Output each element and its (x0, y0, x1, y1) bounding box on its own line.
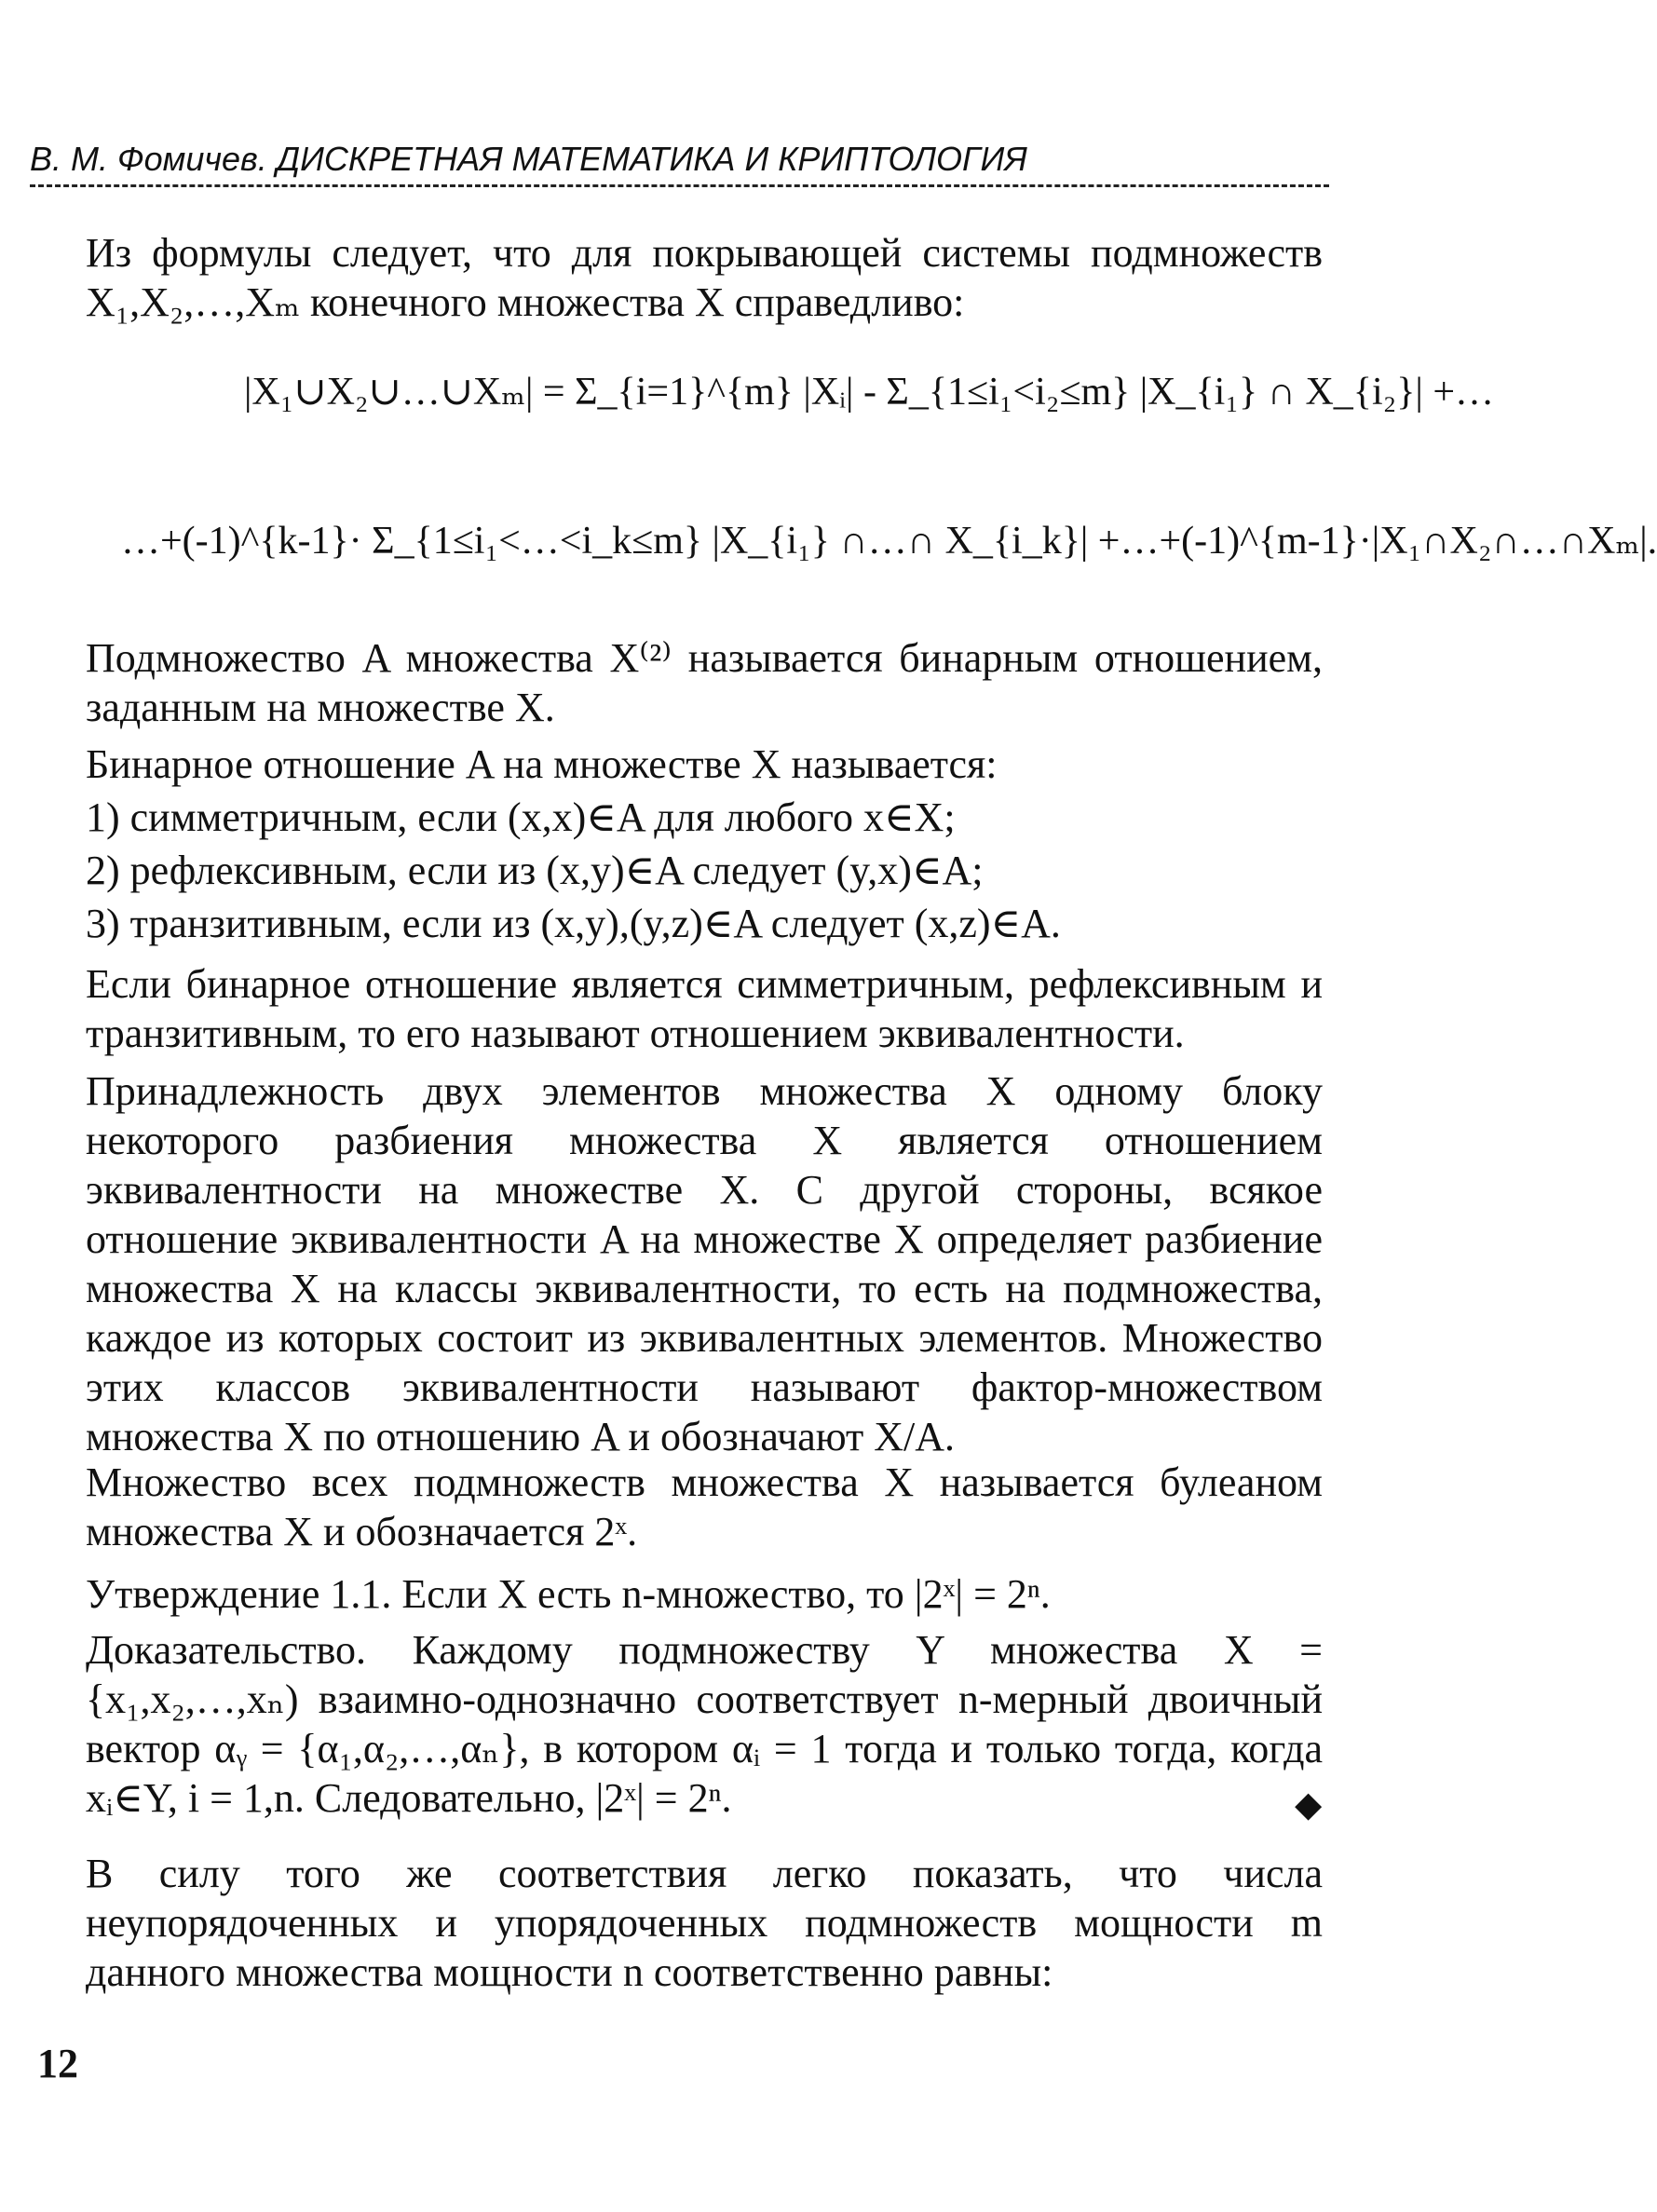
paragraph-equivalence (86, 959, 1323, 1058)
paragraph-partition (86, 1066, 1323, 1461)
paragraph-intro (86, 228, 1323, 327)
end-of-proof-diamond-icon: ◆ (1295, 1785, 1323, 1825)
equivalence-text: Если бинарное отношение является симметричным, рефлексивным и транзитивным, то его называют отношением эквивалентности. (86, 961, 1323, 1056)
formula2-text: …+(-1)^{k-1}· Σ_{1≤i₁<…<i_k≤m} |X_{i₁} ∩…∩ X_{i_k}| +…+(-1)^{m-1}·|X₁∩X₂∩…∩Xₘ|. (121, 520, 1657, 563)
paragraph-boolean (86, 1458, 1323, 1556)
statement-text: Утверждение 1.1. Если X есть n-множество, то |2ˣ| = 2ⁿ. (86, 1571, 1051, 1617)
running-header (30, 140, 1334, 179)
formula-inclusion-exclusion-line2 (121, 517, 1657, 563)
partition-text: Принадлежность двух элементов множества X одному блоку некоторого разбиения множества X является отношением эквивалентности на множестве X. С другой стороны, всякое отношение эквивалентности A на множестве X определяет разбиение множества X на классы эквивалентности, то есть на подмножества, каждое из которых состоит из эквивалентных элементов. Множество этих классов эквивалентности называют фактор-множеством множества X по отношению A и обозначают X/A. (86, 1068, 1323, 1459)
header-rule (30, 184, 1329, 187)
paragraph-conclusion (86, 1849, 1323, 1997)
conclusion-text: В силу того же соответствия легко показать, что числа неупорядоченных и упорядоченных подмножеств мощности m данного множества мощности n соответственно равны: (86, 1851, 1323, 1995)
binary-called-text: Бинарное отношение A на множестве X называется: (86, 741, 998, 787)
boolean-text: Множество всех подмножеств множества X называется булеаном множества X и обозначается 2ˣ. (86, 1459, 1323, 1554)
formula-inclusion-exclusion-line1 (244, 368, 1494, 414)
item-transitive: 3) транзитивным, если из (x,y),(y,z)∈A следует (x,z)∈A. (86, 901, 1061, 946)
paragraph-proof (86, 1625, 1323, 1823)
formula1-text: |X₁∪X₂∪…∪Xₘ| = Σ_{i=1}^{m} |Xᵢ| - Σ_{1≤i₁<i₂≤m} |X_{i₁} ∩ X_{i₂}| +… (244, 371, 1495, 414)
item-symmetric: 1) симметричным, если (x,x)∈A для любого x∈X; (86, 794, 956, 840)
running-header-text: В. М. Фомичев. ДИСКРЕТНАЯ МАТЕМАТИКА И КРИПТОЛОГИЯ (30, 140, 1027, 178)
binary-def-text: Подмножество A множества X⁽²⁾ называется бинарным отношением, заданным на множестве X. (86, 635, 1323, 730)
proof-text: Доказательство. Каждому подмножеству Y множества X = {x₁,x₂,…,xₙ) взаимно-однозначно соответствует n-мерный двоичный вектор αᵧ = {α₁,α₂,…,αₙ}, в котором αᵢ = 1 тогда и только тогда, когда xᵢ∈Y, i = 1,n. Следовательно, |2ˣ| = 2ⁿ. (86, 1627, 1323, 1821)
page-number: 12 (37, 2041, 78, 2086)
paragraph-statement (86, 1569, 1323, 1619)
item-reflexive: 2) рефлексивным, если из (x,y)∈A следует (y,x)∈A; (86, 848, 984, 893)
intro-text: Из формулы следует, что для покрывающей системы подмножеств X₁,X₂,…,Xₘ конечного множества X справедливо: (86, 230, 1323, 325)
paragraph-binary-definition (86, 633, 1323, 948)
